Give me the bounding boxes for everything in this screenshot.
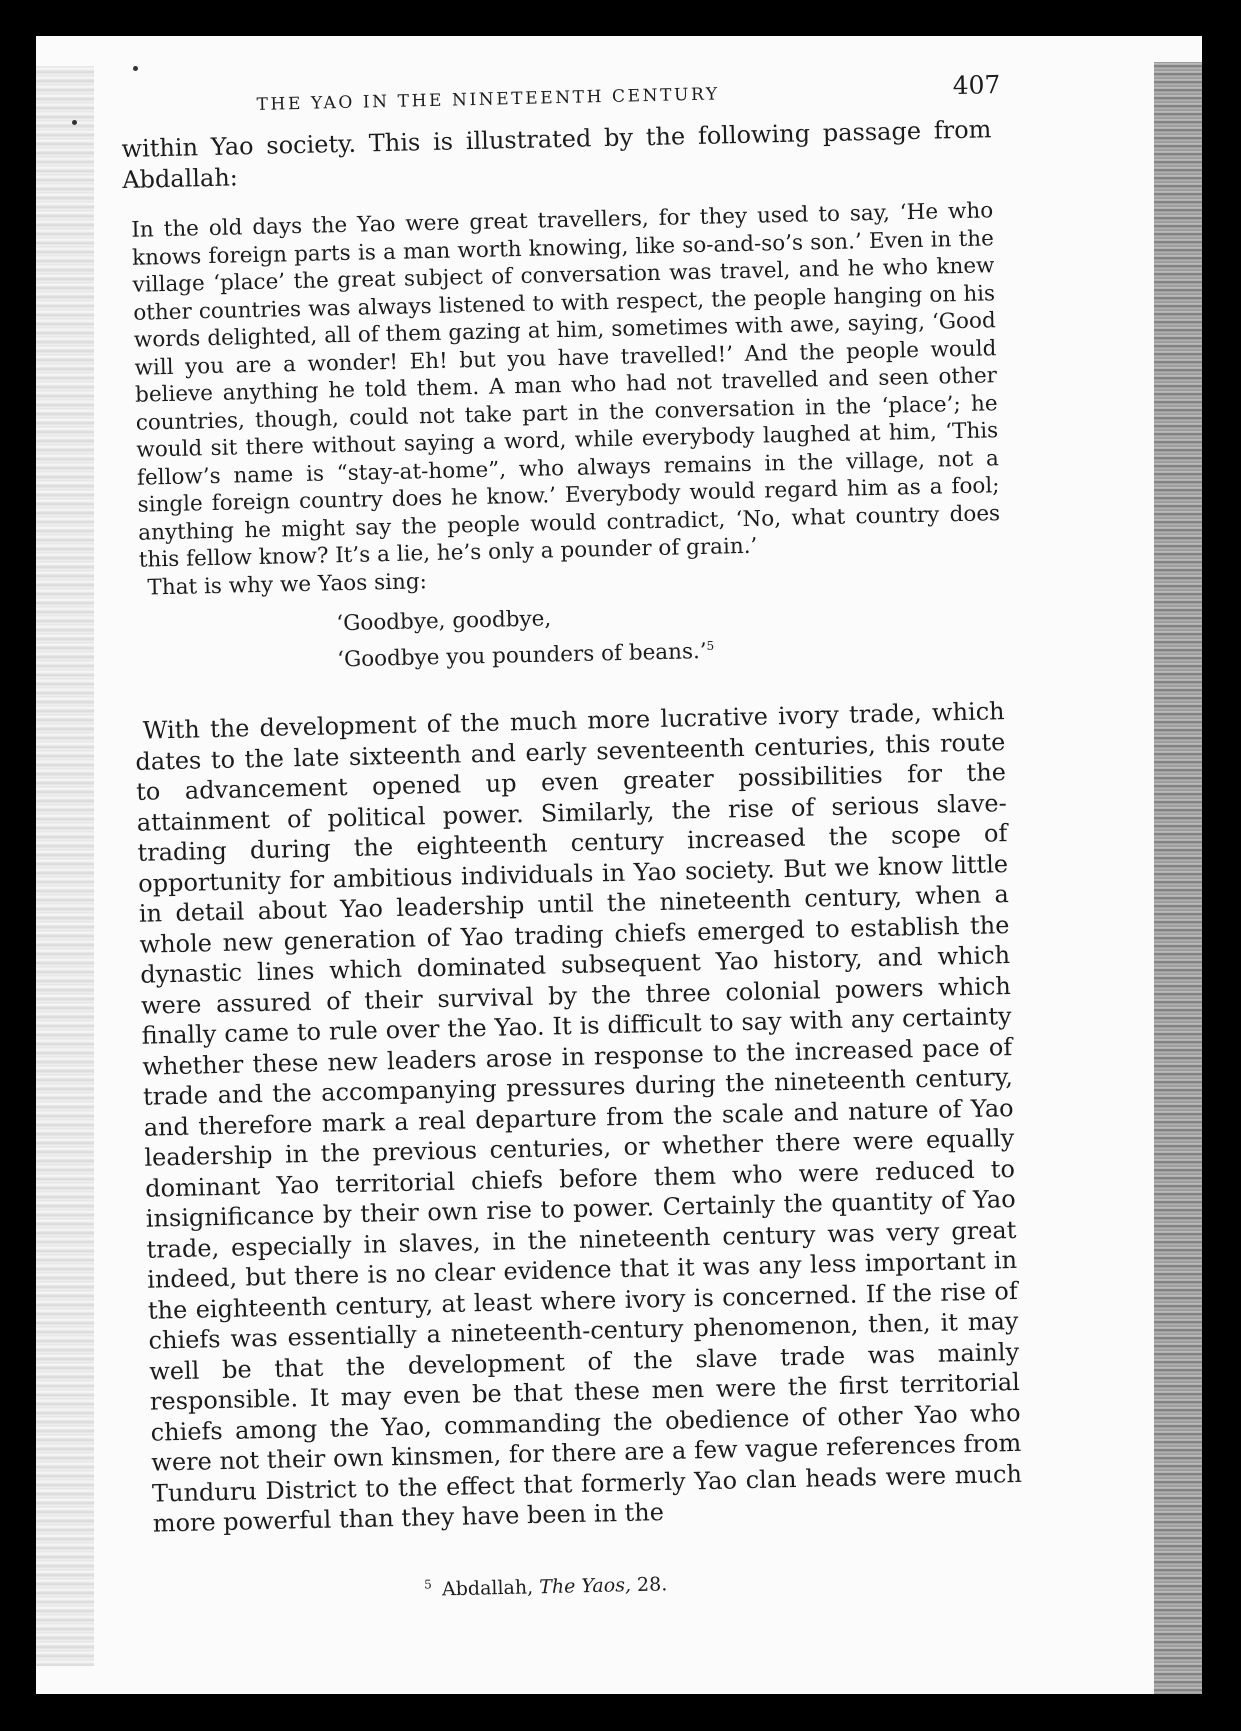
- scan-speck: [72, 120, 77, 125]
- song-verse: [336, 594, 1003, 675]
- scanned-page: [36, 36, 1202, 1694]
- block-quote: [123, 197, 1003, 680]
- page-number: 407: [952, 70, 1001, 101]
- footnote-reference: 5: [706, 638, 715, 653]
- footnote-title: The Yaos,: [538, 1573, 632, 1598]
- quote-paragraph: That is why we Yaos sing:: [147, 568, 428, 601]
- page-content: [120, 60, 1024, 1606]
- running-head: THE YAO IN THE NINETEENTH CENTURY: [256, 84, 720, 115]
- quote-paragraph: In the old days the Yao were great travellers, for they used to say, ‘He who knows foreign parts is a man worth knowing, like so-and-so’s son.’ Even in the village ‘place’ the great subject of conversation was travel, and he who knew other countries was always listened to with respect, the people hanging on his words delighted, all of them gazing at him, sometimes with awe, saying, ‘Good will you are a wonder! Eh! but you have travelled!’ And the people would believe anything he told them. A man who had not travelled and seen other countries, though, could not take part in the conversation in the ‘place’; he would sit there without saying a word, while everybody laughed at him, ‘This fellow’s name is “stay-at-home”, who always remains in the village, not a single foreign country does he know.’ Everybody would regard him as a fool; anything he might say the people would contradict, ‘No, what country does this fellow know? It’s a lie, he’s only a pounder of grain.’: [131, 198, 1001, 573]
- intro-paragraph: within Yao society. This is illustrated by the following passage from Abdallah:: [121, 115, 992, 194]
- page-edge-shadow: [1154, 62, 1202, 1694]
- footnote-author: Abdallah,: [441, 1576, 534, 1601]
- footnote-page: 28.: [636, 1572, 668, 1596]
- scan-speck: [133, 66, 138, 71]
- song-line-text: ‘Goodbye you pounders of beans.’: [336, 638, 707, 673]
- song-line: ‘Goodbye, goodbye,: [336, 606, 552, 637]
- body-paragraph: With the development of the much more lucrative ivory trade, which dates to the late sixteenth and early seventeenth centuries, this route to advancement opened up even greater possibilities for the attainment of political power. Similarly, the rise of serious slave-trading during the eighteenth century increased the scope of opportunity for ambitious individuals in Yao society. But we know little in detail about Yao leadership until the nineteenth century, when a whole new generation of Yao trading chiefs emerged to establish the dynastic lines which dominated subsequent Yao history, and which were assured of their survival by the three colonial powers which finally came to rule over the Yao. It is difficult to say with any certainty whether these new leaders arose in response to the increased pace of trade and the accompanying pressures during the nineteenth century, and therefore mark a real departure from the scale and nature of Yao leadership in the previous centuries, or whether there were equally dominant Yao territorial chiefs before them who were reduced to insignificance by their own rise to power. Certainly the quantity of Yao trade, especially in slaves, in the nineteenth century was very great indeed, but there is no clear evidence that it was any less important in the eighteenth century, at least where ivory is concerned. If the rise of chiefs was essentially a nineteenth-century phenomenon, then, it may well be that the development of the slave trade was mainly responsible. It may even be that these men were the first territorial chiefs among the Yao, commanding the obedience of other Yao who were not their own kinsmen, for there are a few vague references from Tunduru District to the effect that formerly Yao clan heads were much more powerful than they have been in the: [135, 697, 1023, 1538]
- footnote: [424, 1564, 1024, 1601]
- binding-shadow: [36, 66, 94, 1666]
- footnote-marker: 5: [424, 1576, 433, 1592]
